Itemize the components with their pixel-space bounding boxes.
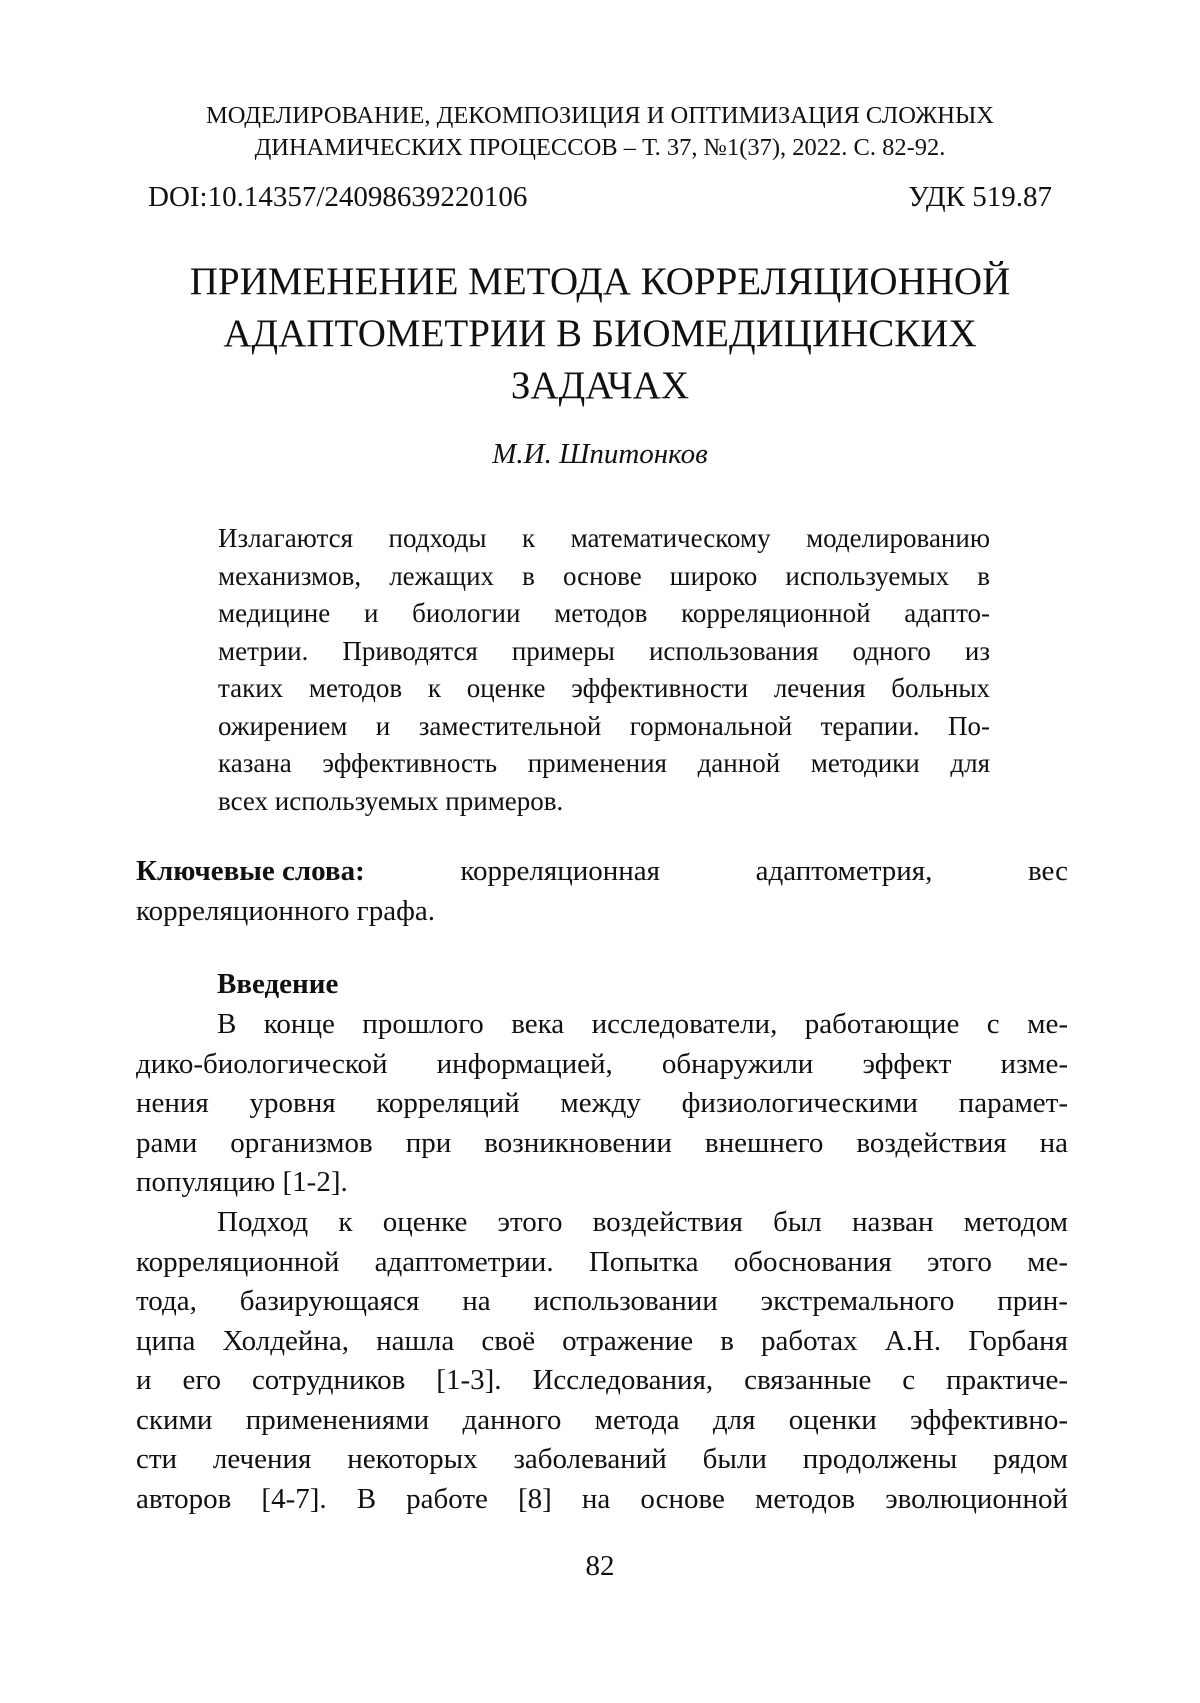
- title-line: ПРИМЕНЕНИЕ МЕТОДА КОРРЕЛЯЦИОННОЙ: [189, 260, 1011, 303]
- paragraph-line: В конце прошлого века исследователи, работающие с ме-: [217, 1008, 1068, 1040]
- paragraph-line: популяцию [1-2].: [136, 1166, 348, 1198]
- paragraph-line: авторов [4-7]. В работе [8] на основе методов эволюционной: [136, 1482, 1068, 1515]
- author-name: М.И. Шпитонков: [492, 438, 708, 470]
- title-line: АДАПТОМЕТРИИ В БИОМЕДИЦИНСКИХ: [223, 312, 977, 355]
- paragraph-line: сти лечения некоторых заболеваний были продолжены рядом: [136, 1443, 1068, 1475]
- paragraph-line: нения уровня корреляций между физиологическими парамет-: [136, 1087, 1068, 1119]
- udk-code: УДК 519.87: [908, 181, 1052, 213]
- abstract-line: всех используемых примеров.: [218, 785, 564, 816]
- title-line: ЗАДАЧАХ: [510, 364, 690, 407]
- journal-title-line-2: ДИНАМИЧЕСКИХ ПРОЦЕССОВ – Т. 37, №1(37), 2022. С. 82-92.: [254, 134, 946, 161]
- abstract-line: ожирением и заместительной гормональной терапии. По-: [218, 710, 990, 741]
- abstract-line: таких методов к оценке эффективности лечения больных: [218, 673, 990, 703]
- abstract-line: казана эффективность применения данной методики для: [218, 748, 990, 778]
- paragraph-line: корреляционной адаптометрии. Попытка обоснования этого ме-: [136, 1245, 1068, 1278]
- paragraph-line: и его сотрудников [1-3]. Исследования, связанные с практиче-: [136, 1364, 1068, 1396]
- abstract-line: Излагаются подходы к математическому моделированию: [218, 523, 990, 553]
- abstract-line: метрии. Приводятся примеры использования одного из: [218, 635, 990, 666]
- paragraph-line: Подход к оценке этого воздействия был назван методом: [217, 1206, 1068, 1238]
- page-number: 82: [585, 1550, 615, 1582]
- intro-paragraph-2: [136, 1203, 1068, 1519]
- doi: DOI:10.14357/24098639220106: [148, 181, 528, 213]
- paragraph-line: ципа Холдейна, нашла своё отражение в работах А.Н. Горбаня: [136, 1324, 1068, 1357]
- abstract-line: механизмов, лежащих в основе широко используемых в: [218, 560, 990, 591]
- section-heading-introduction: Введение: [217, 968, 339, 1000]
- journal-title-line-1: МОДЕЛИРОВАНИЕ, ДЕКОМПОЗИЦИЯ И ОПТИМИЗАЦИЯ СЛОЖНЫХ: [205, 102, 995, 129]
- journal-header: [0, 100, 1200, 164]
- article-title: [0, 256, 1200, 412]
- keyword-word: корреляционная: [460, 855, 660, 887]
- keyword-word: вес: [1028, 855, 1068, 887]
- intro-paragraph-1: [136, 1005, 1068, 1203]
- paragraph-line: рами организмов при возникновении внешнего воздействия на: [136, 1126, 1068, 1159]
- paragraph-line: дико-биологической информацией, обнаружили эффект изме-: [136, 1047, 1068, 1080]
- keywords-line-2: корреляционного графа.: [136, 895, 435, 927]
- keyword-word: адаптометрия,: [755, 855, 933, 887]
- paragraph-line: тода, базирующаяся на использовании экстремального прин-: [136, 1285, 1068, 1317]
- keywords-label: Ключевые слова:: [136, 855, 365, 887]
- keywords-line-1: [136, 851, 1068, 891]
- paragraph-line: скими применениями данного метода для оценки эффективно-: [136, 1403, 1068, 1436]
- abstract-line: медицине и биологии методов корреляционной адапто-: [218, 598, 990, 628]
- abstract: [218, 520, 990, 820]
- keywords: [136, 851, 1068, 931]
